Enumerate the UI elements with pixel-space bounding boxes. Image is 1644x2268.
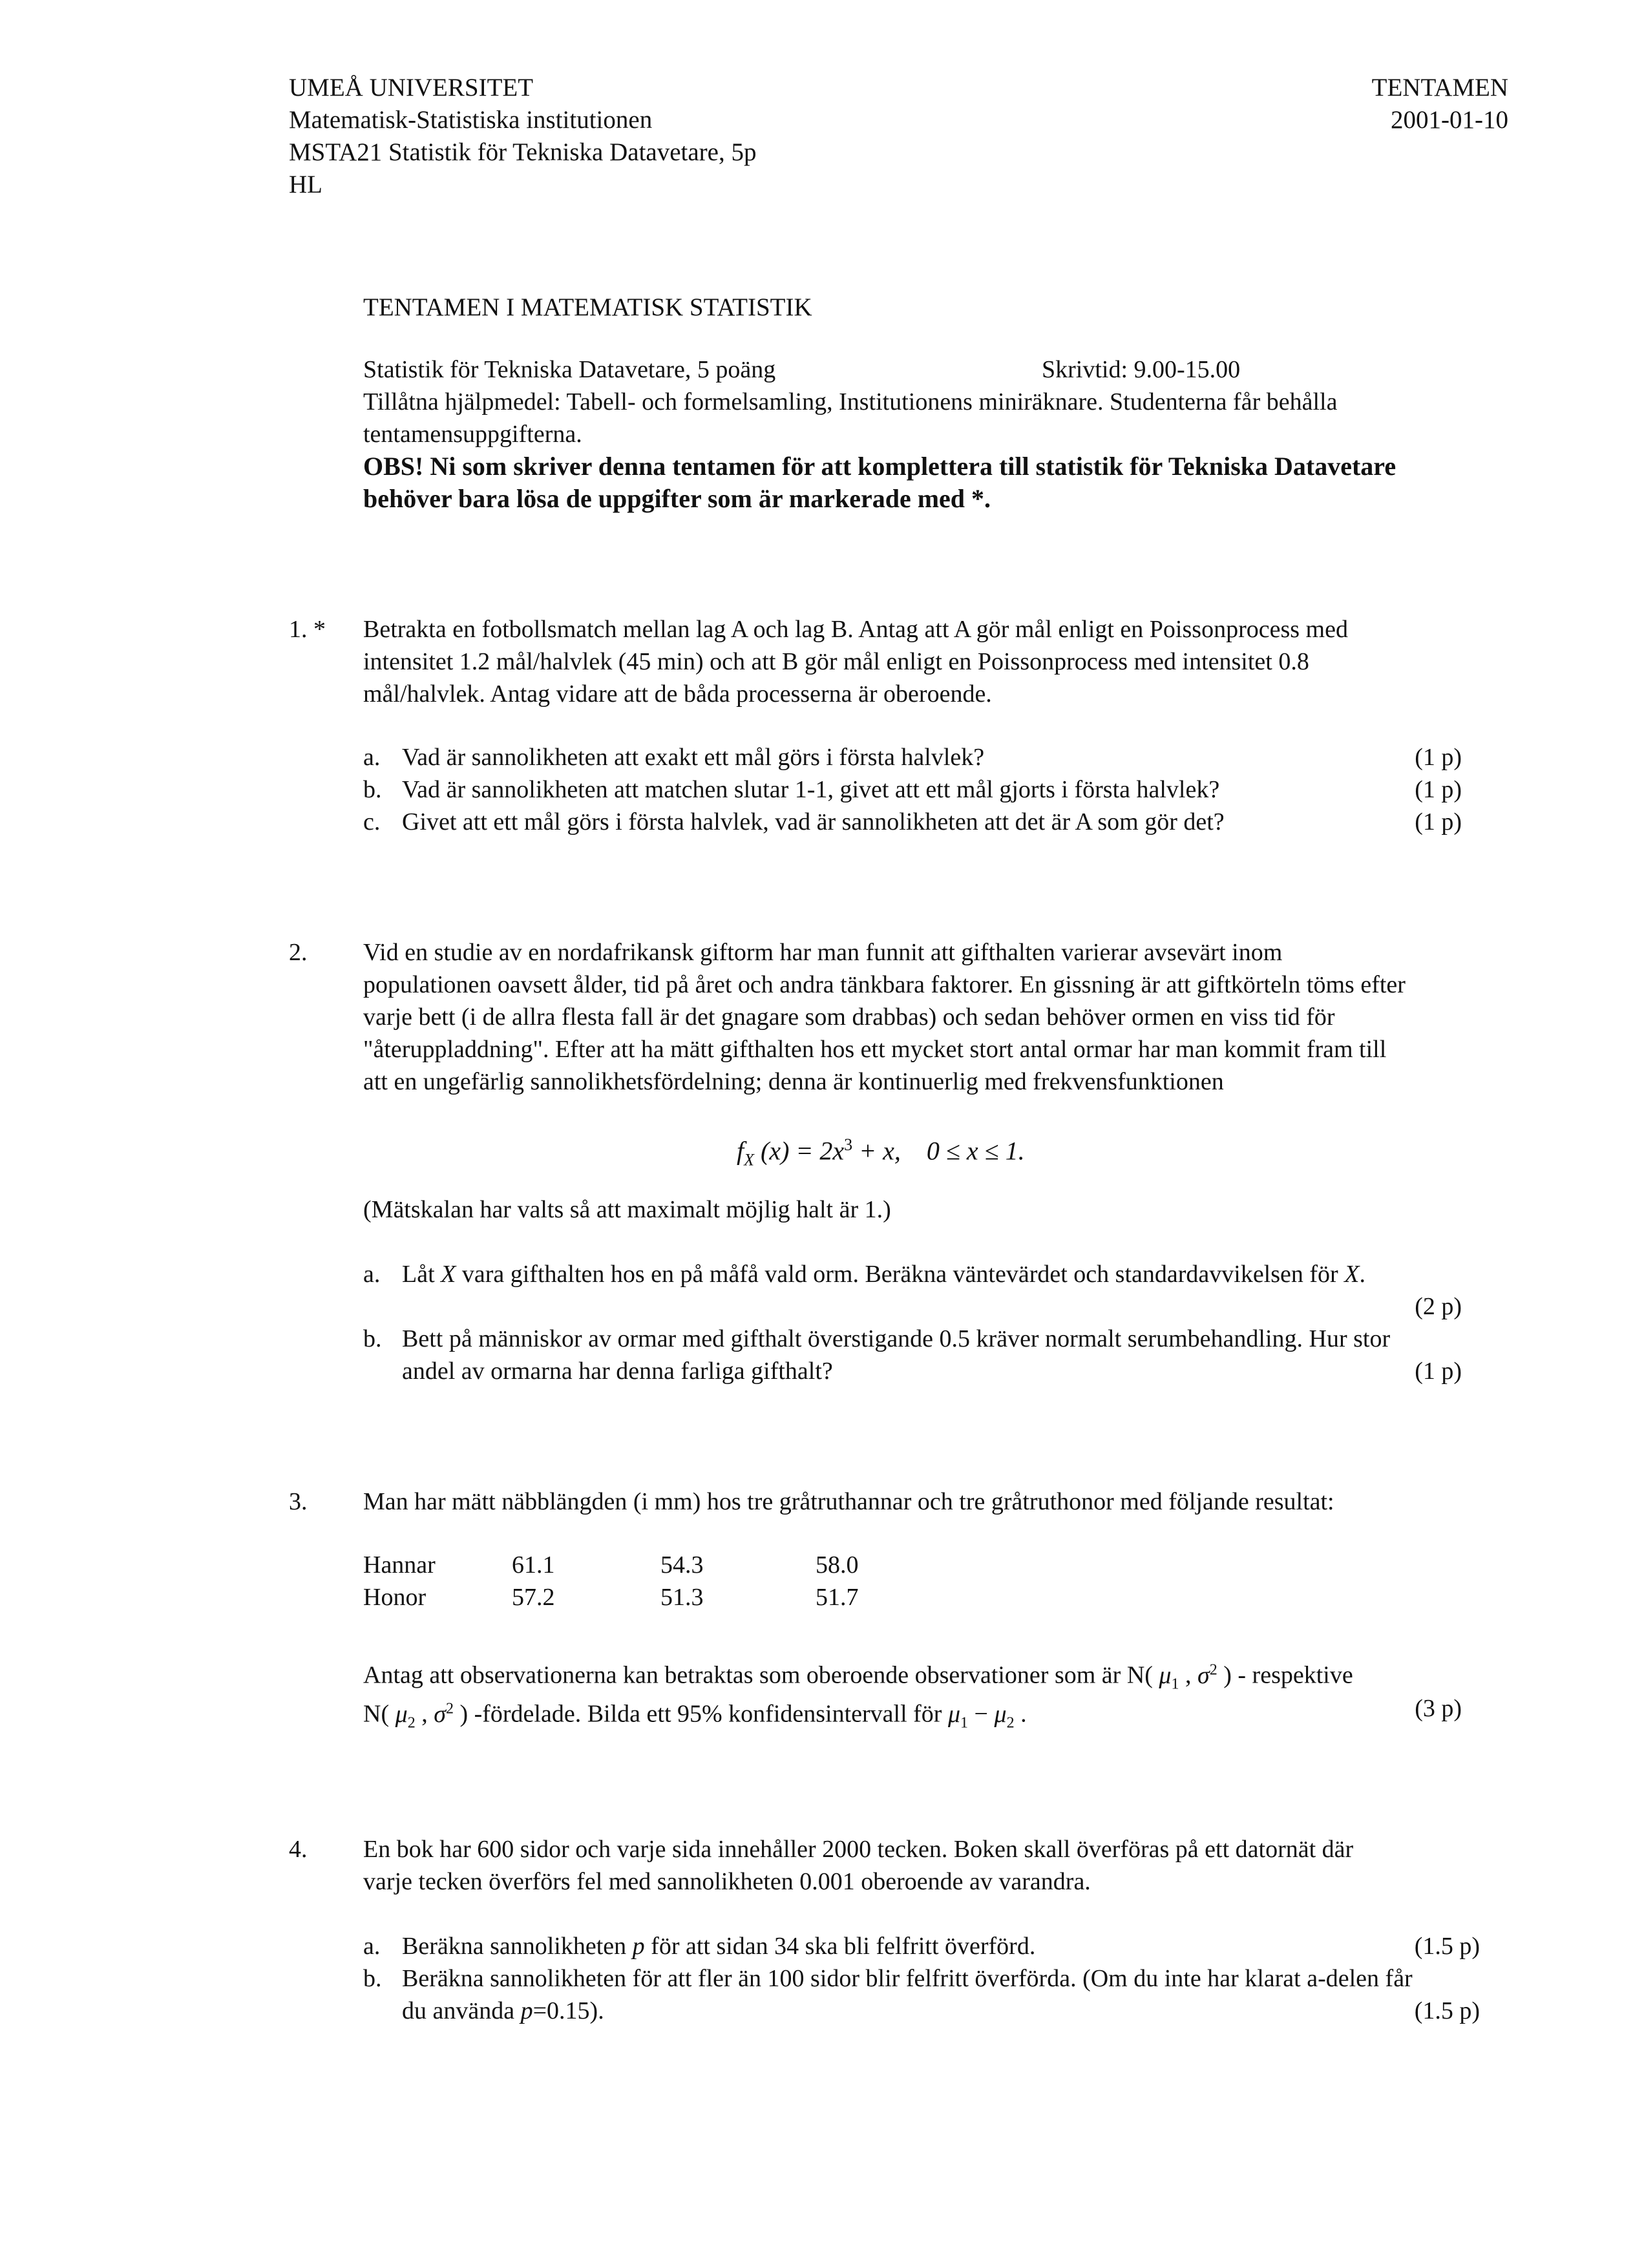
- question-1-text: Betrakta en fotbollsmatch mellan lag A och lag B. Antag att A gör mål enligt en Poissonprocess med: [363, 616, 1348, 643]
- question-1-number: 1. *: [289, 616, 326, 643]
- q2-part-text: andel av ormarna har denna farliga gifthalt?: [402, 1358, 833, 1385]
- question-3-number: 3.: [289, 1488, 308, 1515]
- question-3-assumption: N( $\mu_2$ , $\sigma^2$ ) -fördelade. Bilda ett 95% konfidensintervall för $\mu_1 - \mu_2$ .: [363, 1700, 1027, 1732]
- allowed-aids-cont: tentamensuppgifterna.: [363, 421, 582, 448]
- q1-part-text: Givet att ett mål görs i första halvlek, vad är sannolikheten att det är A som gör det?: [402, 808, 1225, 835]
- question-2-text: populationen oavsett ålder, tid på året och andra tänkbara faktorer. En gissning är att giftkörteln töms efter: [363, 971, 1406, 998]
- page-title: TENTAMEN I MATEMATISK STATISTIK: [363, 293, 812, 321]
- q2-part-text: Låt X vara gifthalten hos en på måfå vald orm. Beräkna väntevärdet och standardavvikelsen för X.: [402, 1261, 1365, 1288]
- q4-part-text: Beräkna sannolikheten för att fler än 100 sidor blir felfritt överförda. (Om du inte har klarat a-delen får: [402, 1965, 1413, 1992]
- question-2-text: varje bett (i de allra flesta fall är det gnagare som drabbas) och sedan behöver ormen en viss tid för: [363, 1003, 1335, 1031]
- q2-part-points: (2 p): [1415, 1293, 1462, 1320]
- q4-part-text: du använda p=0.15).: [402, 1997, 604, 2024]
- scale-note: (Mätskalan har valts så att maximalt möjlig halt är 1.): [363, 1196, 891, 1223]
- question-1-text: intensitet 1.2 mål/halvlek (45 min) och att B gör mål enligt en Poissonprocess med intensitet 0.8: [363, 648, 1309, 675]
- q2-part-label: a.: [363, 1261, 381, 1288]
- obs-note-cont: behöver bara lösa de uppgifter som är markerade med *.: [363, 484, 991, 513]
- question-2-text: "återuppladdning". Efter att ha mätt gifthalten hos ett mycket stort antal ormar har man kommit fram till: [363, 1036, 1387, 1063]
- exam-date: 2001-01-10: [1391, 106, 1508, 134]
- q4-part-points: (1.5 p): [1414, 1933, 1480, 1960]
- department-name: Matematisk-Statistiska institutionen: [289, 106, 653, 134]
- question-2-text: att en ungefärlig sannolikhetsfördelning; denna är kontinuerlig med frekvensfunktionen: [363, 1068, 1224, 1095]
- table-cell: 54.3: [660, 1551, 704, 1579]
- question-4-text: varje tecken överförs fel med sannolikheten 0.001 oberoende av varandra.: [363, 1868, 1091, 1895]
- q4-part-label: b.: [363, 1965, 382, 1992]
- q1-part-points: (1 p): [1415, 808, 1462, 835]
- course-name: MSTA21 Statistik för Tekniska Datavetare, 5p: [289, 138, 757, 166]
- university-name: UMEÅ UNIVERSITET: [289, 74, 534, 101]
- q1-part-label: c.: [363, 808, 381, 835]
- allowed-aids: Tillåtna hjälpmedel: Tabell- och formelsamling, Institutionens miniräknare. Studenterna får behålla: [363, 388, 1338, 415]
- q1-part-label: b.: [363, 776, 382, 803]
- author-initials: HL: [289, 171, 322, 198]
- density-formula: $f_X$ $(x) = 2x^3 + x$, 0 ≤ x ≤ 1.: [737, 1135, 1025, 1170]
- question-3-assumption: Antag att observationerna kan betraktas som oberoende observationer som är N( $\mu_1$ , $\sigma^2$ ) - respektive: [363, 1661, 1353, 1693]
- q1-part-text: Vad är sannolikheten att exakt ett mål görs i första halvlek?: [402, 744, 985, 771]
- q4-part-label: a.: [363, 1933, 381, 1960]
- question-2-text: Vid en studie av en nordafrikansk giftorm har man funnit att gifthalten varierar avsevärt inom: [363, 939, 1283, 966]
- obs-note: OBS! Ni som skriver denna tentamen för att komplettera till statistik för Tekniska Datavetare: [363, 452, 1396, 481]
- table-cell: 58.0: [816, 1551, 859, 1579]
- q1-part-points: (1 p): [1415, 776, 1462, 803]
- table-cell: 51.7: [816, 1584, 859, 1611]
- q1-part-label: a.: [363, 744, 381, 771]
- table-cell: 61.1: [512, 1551, 555, 1579]
- table-row-label: Honor: [363, 1584, 427, 1611]
- table-cell: 57.2: [512, 1584, 555, 1611]
- q1-part-points: (1 p): [1415, 744, 1462, 771]
- q2-part-label: b.: [363, 1325, 382, 1352]
- q4-part-text: Beräkna sannolikheten p för att sidan 34 ska bli felfritt överförd.: [402, 1933, 1036, 1960]
- question-2-number: 2.: [289, 939, 308, 966]
- q2-part-text: Bett på människor av ormar med gifthalt överstigande 0.5 kräver normalt serumbehandling. Hur stor: [402, 1325, 1391, 1352]
- table-cell: 51.3: [660, 1584, 704, 1611]
- table-row-label: Hannar: [363, 1551, 436, 1579]
- question-3-text: Man har mätt näbblängden (i mm) hos tre gråtruthannar och tre gråtruthonor med följande resultat:: [363, 1488, 1334, 1515]
- q3-points: (3 p): [1415, 1695, 1462, 1722]
- q4-part-points: (1.5 p): [1414, 1997, 1480, 2024]
- question-4-text: En bok har 600 sidor och varje sida innehåller 2000 tecken. Boken skall överföras på ett datornät där: [363, 1836, 1354, 1863]
- q1-part-text: Vad är sannolikheten att matchen slutar 1-1, givet att ett mål gjorts i första halvlek?: [402, 776, 1220, 803]
- question-1-text: mål/halvlek. Antag vidare att de båda processerna är oberoende.: [363, 680, 992, 708]
- question-4-number: 4.: [289, 1836, 308, 1863]
- writing-time: Skrivtid: 9.00-15.00: [1042, 356, 1241, 383]
- q2-part-points: (1 p): [1415, 1358, 1462, 1385]
- course-line: Statistik för Tekniska Datavetare, 5 poäng: [363, 356, 776, 383]
- document-type: TENTAMEN: [1371, 74, 1508, 101]
